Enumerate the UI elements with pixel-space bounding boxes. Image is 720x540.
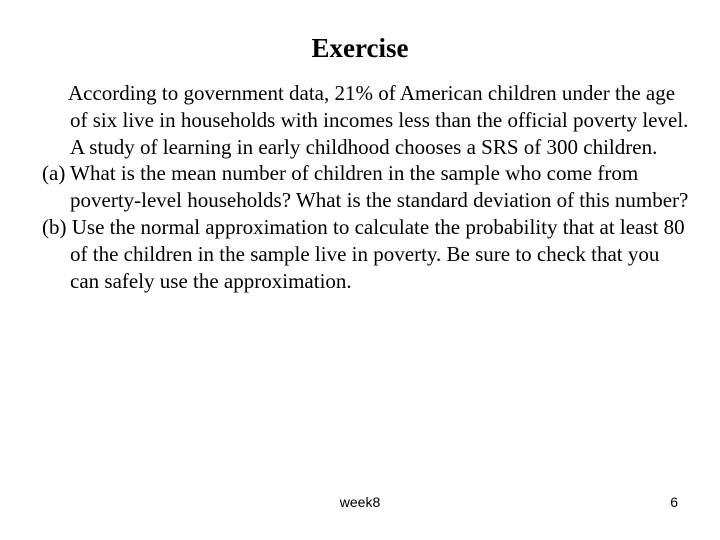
question-part-b: (b) Use the normal approximation to calculate the probability that at least 80 of the children in the sample live in poverty. Be sure to check that you can safely use the approximation. xyxy=(42,214,685,293)
footer-label: week8 xyxy=(339,494,381,510)
slide-title: Exercise xyxy=(311,33,409,63)
page-number: 6 xyxy=(670,494,678,510)
question-part-a: (a) What is the mean number of children in the sample who come from poverty-level households? What is the standard deviation of this number? xyxy=(42,161,689,213)
intro-paragraph: According to government data, 21% of American children under the age of six live in households with incomes less than the official poverty level. A study of learning in early childhood chooses a SRS of 300 children. xyxy=(68,81,689,159)
slide-body xyxy=(42,80,692,294)
